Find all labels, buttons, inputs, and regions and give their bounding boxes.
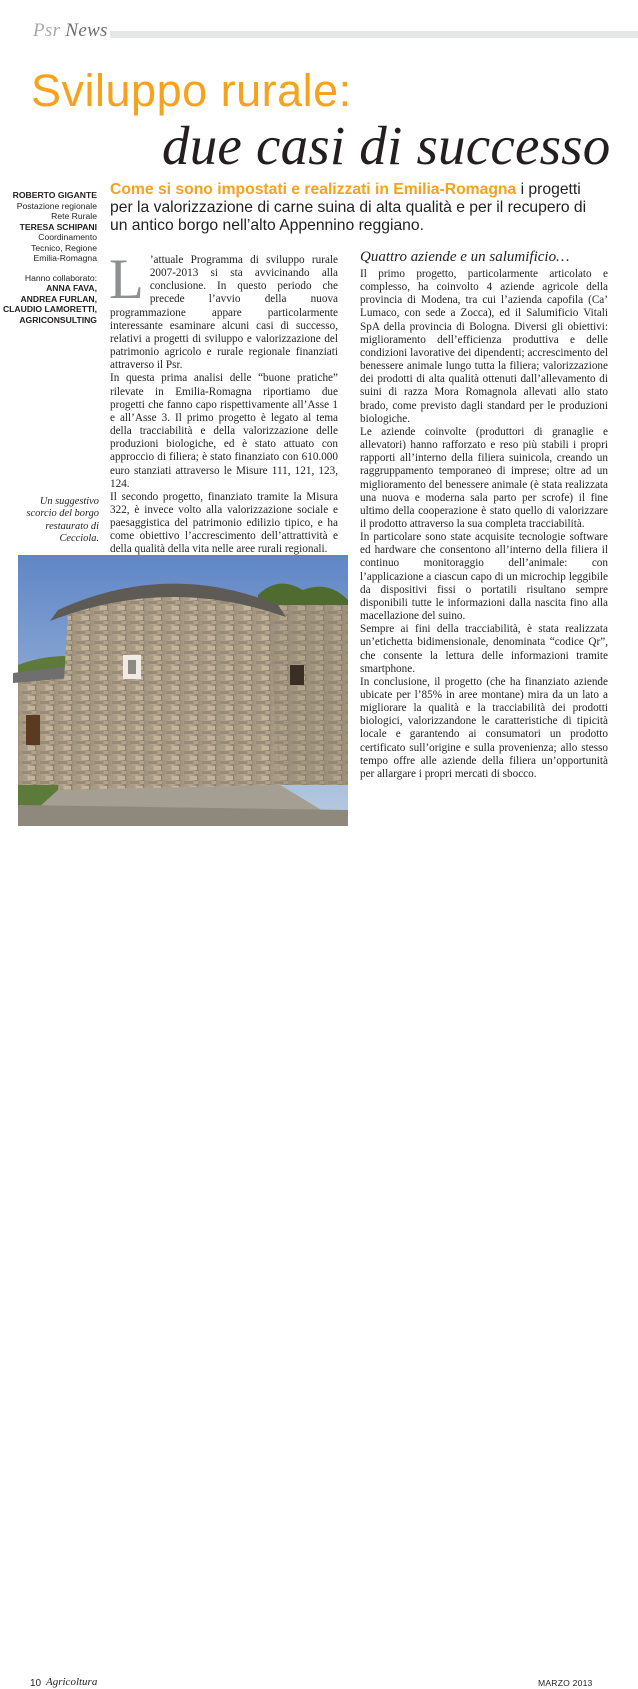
author-role: Postazione regionale bbox=[16, 200, 97, 211]
photo bbox=[18, 555, 357, 1328]
title-line-1: Sviluppo rurale: bbox=[31, 65, 352, 116]
page-number: 10 bbox=[30, 1678, 42, 1689]
body-paragraph: In particolare sono state acquisite tecnologie software ed hardware che consentono all’interno della filiera il continuo monitoraggio dell’animale: con l’applicazione a ciascun capo di un microchip leggibile da dispositivi fissi o portatili risultano sempre disponibili tutte le informazioni dalla nascita fino alla macellazione del suino. bbox=[360, 531, 608, 623]
column-1 bbox=[109, 248, 338, 557]
column-2 bbox=[360, 268, 608, 781]
collaborator-name: ANDREA FURLAN, bbox=[20, 293, 97, 304]
author-role: Rete Rurale bbox=[51, 211, 97, 221]
page-header bbox=[0, 0, 638, 46]
collaborator-name: ANNA FAVA, bbox=[46, 283, 97, 293]
body-paragraph: Il primo progetto, particolarmente articolato e complesso, ha coinvolto 4 aziende agricole della provincia di Modena, tra cui l’azienda capofila (Ca’ Lumaco, con sede a Zocca), ed il Salumificio Vitali SpA della provincia di Bologna. Diversi gli obiettivi: miglioramento dell’efficienza produttiva e delle condizioni lavorative dei dipendenti; accrescimento del benessere animale lungo tutta la filiera; valorizzazione dei prodotti di alta qualità ottenuti dall’allevamento di suini di razza Mora Romagnola allevati allo stato brado, come previsto dagli standard per le produzioni biologiche. bbox=[360, 268, 608, 425]
photo-credit: Dell’Aquila bbox=[348, 1290, 357, 1328]
author-role: Coordinamento bbox=[38, 232, 97, 242]
author-role: Tecnico, Regione bbox=[31, 242, 97, 253]
body-paragraph: L ’attuale Programma di sviluppo rurale 2007-2013 si sta avvicinando alla conclusione. In questo periodo che precede l’avvio della nuova programmazione appare particolarmente interessante esaminare alcuni casi di successo, relativi a progetti di sviluppo e valorizzazione del patrimonio agricolo e rurale regionale finanziati attraverso il Psr. bbox=[109, 248, 338, 372]
collaborator-name: AGRICONSULTING bbox=[19, 314, 97, 325]
body-paragraph: Le aziende coinvolte (produttori di granaglie e allevatori) hanno rafforzato e reso più stabili i propri rapporti all’interno della filiera suinicola, creando un raggruppamento temporaneo di imprese; oltre ad un miglioramento del benessere animale (è stata realizzata una nuova e moderna sala parto per scrofe) il fine ultimo della cooperazione è stato quello di valorizzare il prodotto attraverso la sua completa tracciabilità. bbox=[360, 425, 608, 530]
body-paragraph: Sempre ai fini della tracciabilità, è stata realizzata un’etichetta bidimensionale, denominata “codice Qr”, che consente la lettura delle informazioni tramite smartphone. bbox=[360, 623, 608, 675]
collaborator-name: CLAUDIO LAMORETTI, bbox=[2, 304, 97, 314]
section-subhead: Quattro aziende e un salumificio… bbox=[360, 249, 570, 265]
lead-paragraph bbox=[110, 181, 606, 236]
section-news: News bbox=[65, 20, 108, 41]
body-paragraph: In conclusione, il progetto (che ha finanziato aziende ubicate per l’85% in aree montane) mira da un lato a migliorare la qualità e la tracciabilità dei prodotti biologici, valorizzandone le caratteristiche di tipicità locale e garantendo ai consumatori un prodotto certificato sull’origine e sulla provenienza; allo stesso tempo offre alle aziende della filiera un’opportunità per allargare i propri mercati di sbocco. bbox=[360, 675, 608, 780]
issue-date: MARZO 2013 bbox=[538, 1678, 593, 1688]
author-role: Emilia-Romagna bbox=[33, 253, 97, 263]
section-label bbox=[33, 20, 108, 42]
lead-text: i progetti per la valorizzazione di carne suina di alta qualità e per il recupero di un antico borgo nell’alto Appennino reggiano. bbox=[110, 181, 587, 235]
photo-illustration bbox=[18, 555, 348, 826]
author-name: TERESA SCHIPANI bbox=[19, 221, 97, 232]
drop-cap: L bbox=[109, 248, 144, 311]
collaborators-label: Hanno collaborato: bbox=[24, 272, 97, 283]
body-paragraph: In questa prima analisi delle “buone pratiche” rilevate in Emilia-Romagna riportiamo due progetti che fanno capo rispettivamente all’Asse 1 e all’Asse 3. Il primo progetto è legato al tema della tracciabilità e della valorizzazione delle produzioni biologiche, ed è stato attuato con approccio di filiera; è stato finanziato con 610.000 euro stanziati attraverso le Misure 111, 121, 123, 124. bbox=[110, 372, 338, 490]
header-rule bbox=[110, 31, 638, 38]
author-name: ROBERTO GIGANTE bbox=[12, 190, 97, 200]
body-paragraph: Il secondo progetto, finanziato tramite la Misura 322, è invece volto alla valorizzazione sociale e paesaggistica del patrimonio edilizio tipico, e ha come obiettivo l’accrescimento dell’attrattività e della qualità della vita nelle aree rurali regionali. bbox=[110, 490, 338, 556]
author-block bbox=[0, 190, 97, 325]
lead-highlight: Come si sono impostati e realizzati in Emilia-Romagna bbox=[110, 181, 517, 198]
magazine-name: Agricoltura bbox=[46, 1676, 98, 1688]
photo-caption: Un suggestivo scorcio del borgo restaurato di Cecciola. bbox=[26, 496, 99, 545]
section-psr: Psr bbox=[33, 20, 61, 41]
title-line-2: due casi di successo bbox=[162, 115, 611, 176]
